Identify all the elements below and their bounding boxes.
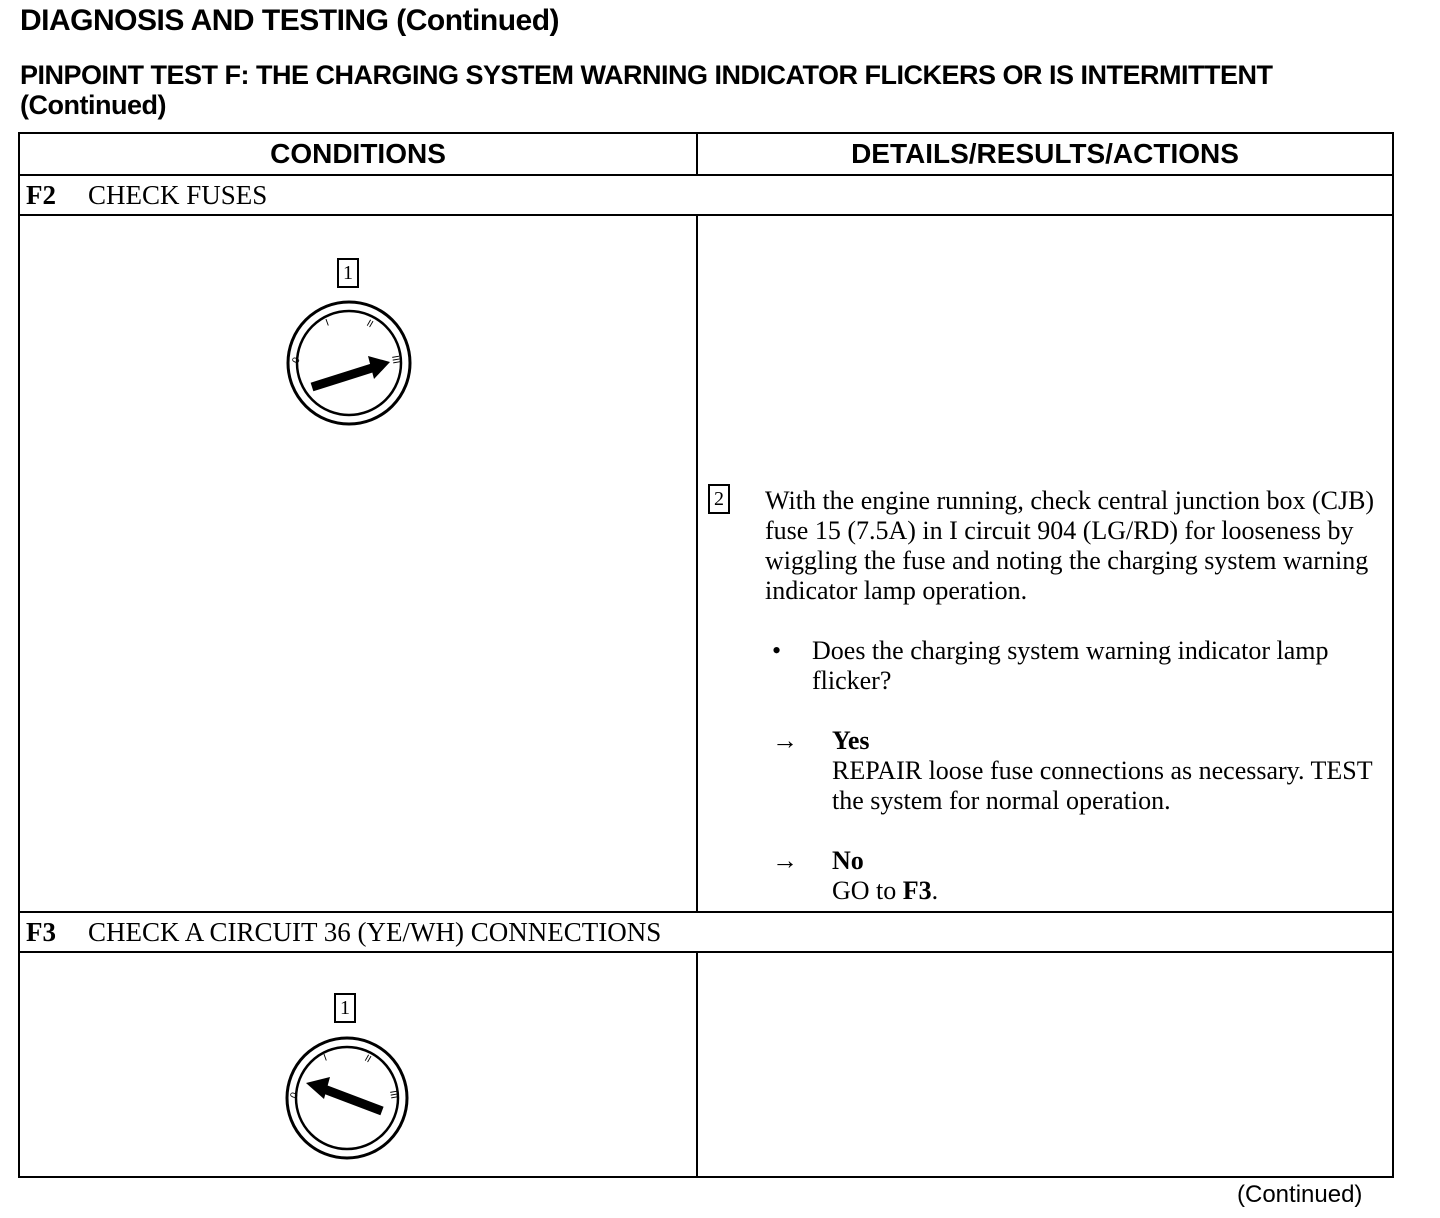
ignition-label-off: 0 <box>290 356 303 366</box>
ignition-switch-off-icon <box>282 1033 412 1163</box>
step-content-f3 <box>20 953 1392 1178</box>
condition-number-box: 1 <box>334 993 356 1023</box>
column-divider <box>696 953 698 1178</box>
conditions-header: CONDITIONS <box>270 138 446 169</box>
no-arrow-icon: → <box>772 846 798 875</box>
ignition-label-start: III <box>389 354 402 365</box>
step-id: F3 <box>26 916 56 947</box>
detail-number-box: 2 <box>708 484 730 514</box>
page-title: DIAGNOSIS AND TESTING (Continued) <box>20 4 560 37</box>
question-text: Does the charging system warning indicator lamp flicker? <box>812 636 1329 695</box>
step-row-f3 <box>20 913 1392 953</box>
column-divider <box>696 134 698 176</box>
ignition-label-run: II <box>362 1053 373 1066</box>
column-divider <box>696 216 698 913</box>
step-title: CHECK A CIRCUIT 36 (YE/WH) CONNECTIONS <box>88 916 662 947</box>
no-action-target: F3 <box>902 876 932 905</box>
yes-label: Yes <box>832 726 870 755</box>
step-id: F2 <box>26 179 56 210</box>
ignition-label-acc: I <box>324 317 331 329</box>
ignition-label-start: III <box>387 1089 400 1100</box>
no-result: No GO to F3. <box>832 846 939 905</box>
details-header: DETAILS/RESULTS/ACTIONS <box>851 138 1239 169</box>
ignition-label-acc: I <box>322 1052 329 1064</box>
detail-text: With the engine running, check central junction box (CJB) fuse 15 (7.5A) in I circuit 904 (LG/RD) for looseness by wiggling the fuse and noting the charging system warning indicator lamp operation. <box>765 486 1375 605</box>
question-bullet: • <box>772 636 782 665</box>
step-title: CHECK FUSES <box>88 179 268 210</box>
step-content-f2 <box>20 216 1392 913</box>
continued-note: (Continued) <box>1237 1181 1363 1208</box>
table-header-row <box>20 134 1392 176</box>
test-title: PINPOINT TEST F: THE CHARGING SYSTEM WARNING INDICATOR FLICKERS OR IS INTERMITTENT (Continued) <box>20 60 1273 120</box>
yes-result <box>832 726 1392 816</box>
step-row-f2 <box>20 176 1392 216</box>
yes-arrow-icon: → <box>772 726 798 755</box>
ignition-switch-run-icon <box>284 298 414 428</box>
condition-number-box: 1 <box>337 258 359 288</box>
no-label: No <box>832 846 864 875</box>
yes-action: REPAIR loose fuse connections as necessary. TEST the system for normal operation. <box>832 756 1373 815</box>
pinpoint-table <box>18 132 1394 1178</box>
ignition-label-run: II <box>364 318 375 331</box>
ignition-label-off: 0 <box>288 1091 301 1101</box>
no-action-prefix: GO to <box>832 876 897 905</box>
